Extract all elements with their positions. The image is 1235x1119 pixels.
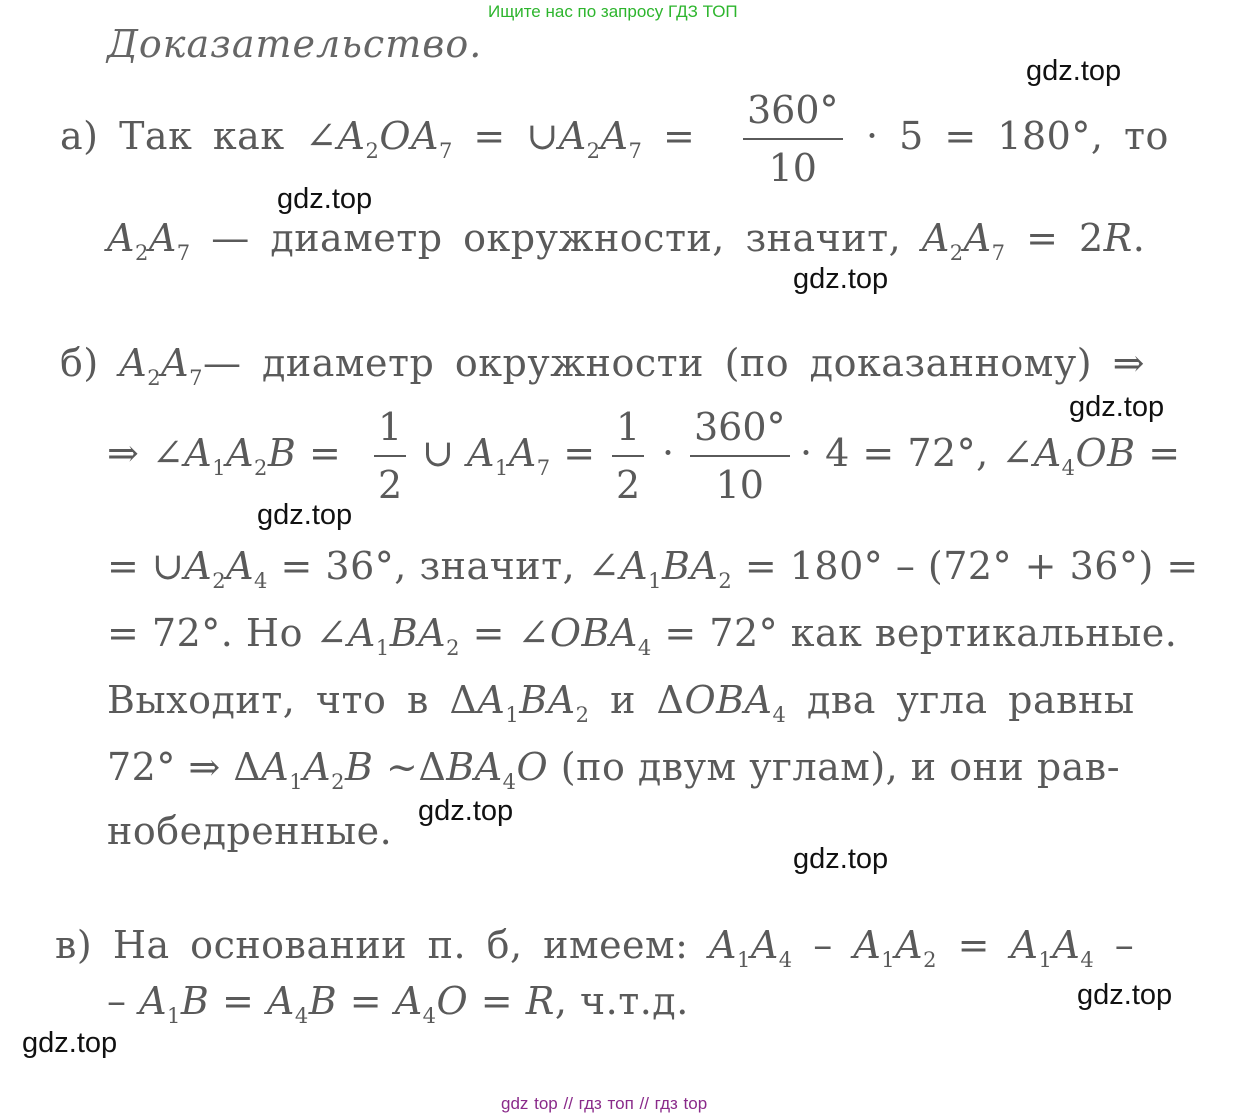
watermark: gdz.top bbox=[793, 263, 889, 295]
part-b-line-3: = $\cup A_2A_4 = 36^\circ$, значит, $\angle A_1BA_2 = 180^\circ - (72^\circ + 36^\circ)$ = bbox=[107, 544, 1199, 593]
part-b-line-2-dot: · bbox=[662, 431, 675, 475]
watermark: gdz.top bbox=[1069, 391, 1165, 423]
fraction-360-10: $\frac{360^\circ}{10}$ bbox=[690, 405, 790, 507]
watermark: gdz.top bbox=[22, 1027, 118, 1059]
part-b-line-4: = 72°. Но $\angle A_1BA_2$ = $\angle OBA_4 = 72^\circ$ как вертикальные. bbox=[107, 611, 1178, 660]
watermark: gdz.top bbox=[1077, 979, 1173, 1011]
part-b-line-2-tail: · 4 = 72°, $\angle A_4OB$ = bbox=[800, 431, 1181, 480]
fraction-1-2: $\frac{1}{2}$ bbox=[374, 405, 406, 507]
part-b-label: б) bbox=[60, 341, 99, 385]
footer-links[interactable]: gdz top // гдз топ // гдз top bbox=[501, 1094, 708, 1113]
proof-heading: Доказательство. bbox=[107, 22, 483, 66]
watermark: gdz.top bbox=[257, 499, 353, 531]
fraction-360-10: $\frac{360^\circ}{10}$ bbox=[743, 88, 843, 190]
part-b-line-1: б) $A_2A_7—$ диаметр окружности (по доказанному) ⇒ bbox=[60, 341, 1145, 390]
watermark: gdz.top bbox=[1026, 55, 1122, 87]
part-b-line-5: Выходит, что в $\Delta A_1BA_2$ и $\Delta OBA_4$ два угла равны bbox=[107, 678, 1135, 727]
part-b-line-2-mid: ∪ $A_1A_7$ = bbox=[422, 431, 596, 480]
watermark: gdz.top bbox=[418, 795, 514, 827]
fraction-1-2: $\frac{1}{2}$ bbox=[612, 405, 644, 507]
part-c-label: в) bbox=[55, 923, 93, 967]
part-b-line-6: 72° ⇒ $\Delta A_1A_2B$ $\sim\Delta BA_4O$ (по двум углам), и они рав- bbox=[107, 745, 1121, 794]
part-c-line-2: – $A_1B = A_4B = A_4O = R$, ч.т.д. bbox=[107, 979, 689, 1028]
part-a-label: а) bbox=[60, 114, 99, 158]
part-b-line-2-start: ⇒ $\angle A_1A_2B$ = bbox=[107, 431, 342, 480]
watermark: gdz.top bbox=[277, 183, 373, 215]
watermark: gdz.top bbox=[793, 843, 889, 875]
part-a-line-1-tail: · 5 = 180°, то bbox=[866, 114, 1169, 158]
top-banner[interactable]: Ищите нас по запросу ГДЗ ТОП bbox=[488, 2, 738, 21]
part-c-line-1: в) На основании п. б, имеем: $A_1A_4 - A_1A_2 = A_1A_4$ – bbox=[55, 923, 1135, 972]
part-b-line-7: нобедренные. bbox=[107, 809, 393, 853]
part-a-line-1: а) Так как $\angle A_2OA_7$ = $\cup A_2A_7$ = bbox=[60, 114, 696, 163]
part-a-line-2: $A_2A_7$ — диаметр окружности, значит, $A_2A_7 = 2R$. bbox=[107, 216, 1146, 265]
